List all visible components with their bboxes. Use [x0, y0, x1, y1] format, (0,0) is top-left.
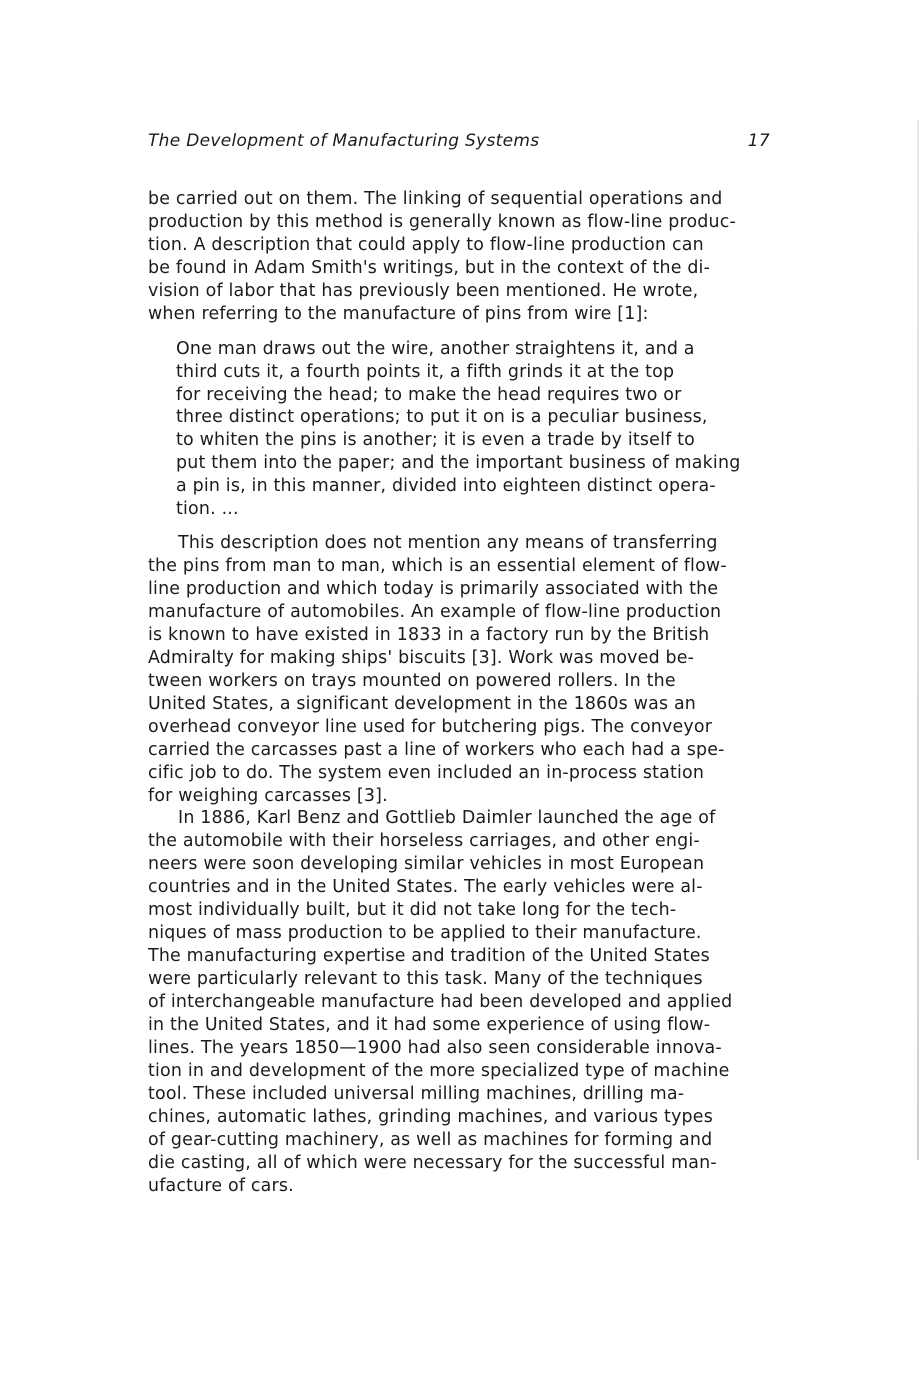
text-line: niques of mass production to be applied to their manufacture. [148, 923, 702, 943]
quote-line: tion. ... [176, 499, 239, 519]
page-number: 17 [747, 131, 770, 151]
quote-line: a pin is, in this manner, divided into eighteen distinct opera- [176, 476, 716, 496]
text-line: for weighing carcasses [3]. [148, 786, 388, 806]
text-line: vision of labor that has previously been mentioned. He wrote, [148, 281, 699, 301]
text-line: lines. The years 1850—1900 had also seen considerable innova- [148, 1038, 722, 1058]
text-line: carried the carcasses past a line of workers who each had a spe- [148, 740, 725, 760]
text-line: were particularly relevant to this task. Many of the techniques [148, 969, 703, 989]
text-line: when referring to the manufacture of pins from wire [1]: [148, 304, 649, 324]
quote-line: to whiten the pins is another; it is even a trade by itself to [176, 430, 696, 450]
quote-line: three distinct operations; to put it on is a peculiar business, [176, 407, 708, 427]
text-line: tion. A description that could apply to flow-line production can [148, 235, 704, 255]
text-line: This description does not mention any means of transferring [178, 533, 718, 553]
text-line: be carried out on them. The linking of sequential operations and [148, 189, 723, 209]
quote-line: third cuts it, a fourth points it, a fifth grinds it at the top [176, 362, 675, 382]
text-line: most individually built, but it did not take long for the tech- [148, 900, 677, 920]
text-line: cific job to do. The system even included an in-process station [148, 763, 705, 783]
text-line: tween workers on trays mounted on powered rollers. In the [148, 671, 676, 691]
running-header [148, 131, 770, 157]
text-line: is known to have existed in 1833 in a factory run by the British [148, 625, 710, 645]
text-line: of interchangeable manufacture had been developed and applied [148, 992, 733, 1012]
text-line: tion in and development of the more specialized type of machine [148, 1061, 730, 1081]
text-line: be found in Adam Smith's writings, but in the context of the di- [148, 258, 711, 278]
text-line: production by this method is generally known as flow-line produc- [148, 212, 736, 232]
text-line: the automobile with their horseless carriages, and other engi- [148, 831, 700, 851]
running-title: The Development of Manufacturing Systems [148, 131, 540, 151]
text-line: United States, a significant development in the 1860s was an [148, 694, 697, 714]
text-line: line production and which today is primarily associated with the [148, 579, 719, 599]
text-line: of gear-cutting machinery, as well as machines for forming and [148, 1130, 713, 1150]
text-line: die casting, all of which were necessary for the successful man- [148, 1153, 717, 1173]
text-line: Admiralty for making ships' biscuits [3]. Work was moved be- [148, 648, 695, 668]
quote-line: for receiving the head; to make the head requires two or [176, 385, 682, 405]
page-edge-shadow [917, 120, 919, 1160]
quote-line: One man draws out the wire, another straightens it, and a [176, 339, 695, 359]
quote-line: put them into the paper; and the important business of making [176, 453, 741, 473]
text-line: overhead conveyor line used for butchering pigs. The conveyor [148, 717, 713, 737]
text-line: chines, automatic lathes, grinding machines, and various types [148, 1107, 713, 1127]
text-line: the pins from man to man, which is an essential element of flow- [148, 556, 727, 576]
text-line: In 1886, Karl Benz and Gottlieb Daimler launched the age of [178, 808, 716, 828]
text-line: The manufacturing expertise and tradition of the United States [148, 946, 710, 966]
text-line: countries and in the United States. The early vehicles were al- [148, 877, 703, 897]
text-line: tool. These included universal milling machines, drilling ma- [148, 1084, 685, 1104]
text-line: ufacture of cars. [148, 1176, 294, 1196]
text-line: in the United States, and it had some experience of using flow- [148, 1015, 711, 1035]
text-line: manufacture of automobiles. An example of flow-line production [148, 602, 722, 622]
text-line: neers were soon developing similar vehicles in most European [148, 854, 705, 874]
